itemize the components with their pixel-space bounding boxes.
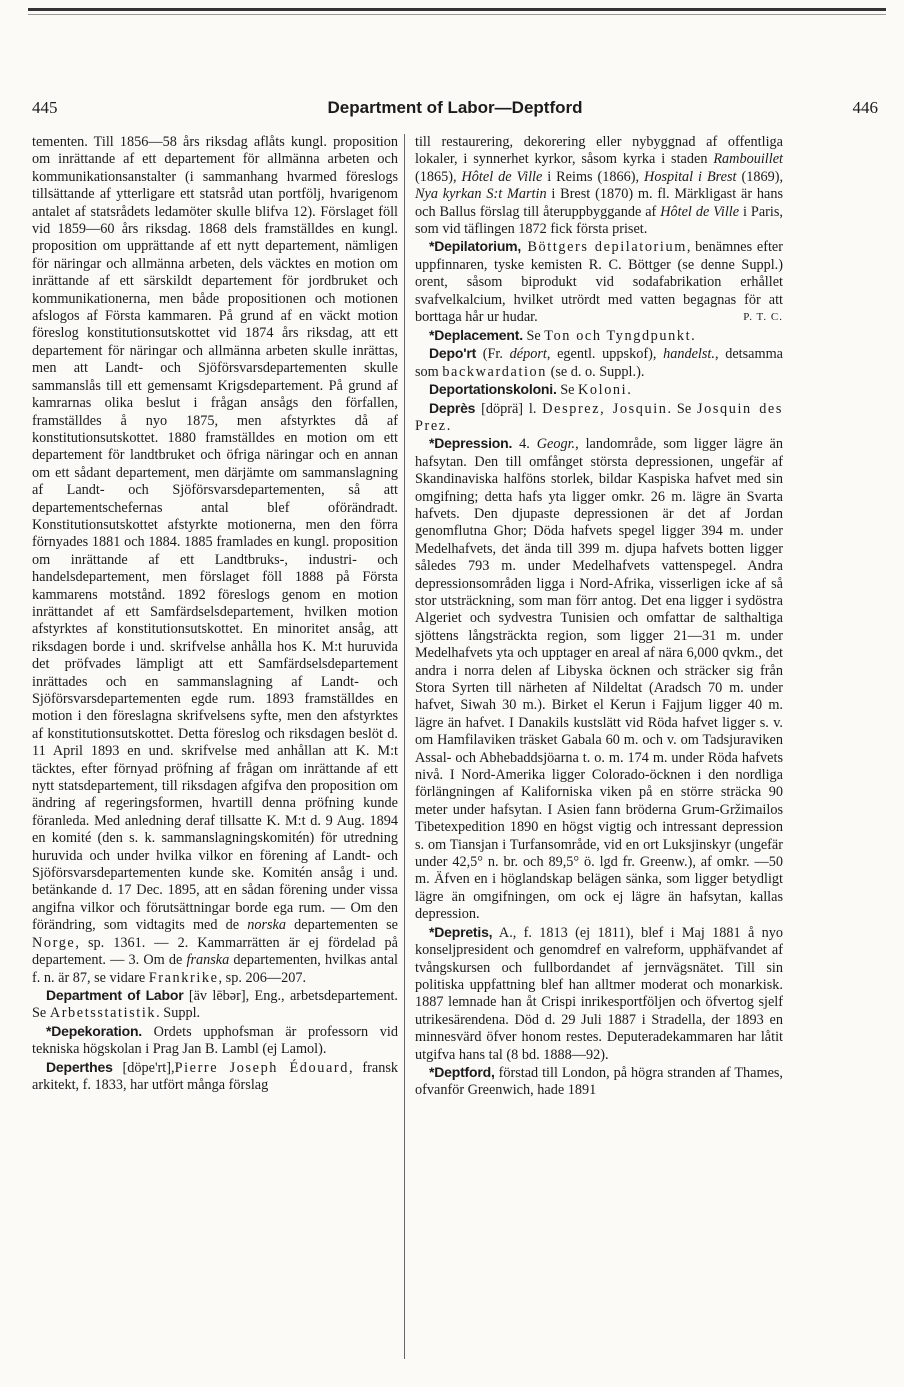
continued-paragraph: tementen. Till 1856—58 års riksdag aflåts kungl. proposition om inrättande af ett departement för allmänna arbeten och kommunikationsanstalter (i sammanhang hvarmed föreslogs tillsättande af ytterligare ett statsråd utan portfölj, hvarigenom antalet af statsrådets ledamöter skulle blifva 12). Förslaget föll vid 1859—60 års riksdag. 1868 dels framställdes en kungl. proposition om upprättande af ett nytt departement, nämligen för näringar och allmänna arbeten, dels väcktes en motion om inrättande af ett särskildt departement för jordbruket och kommunikationerna, men både propositionen och motionen afslogos af Första kammaren. På grund af en väckt motion föreslog konstitutionsutskottet vid 1874 års riksdag, att ett departement för näringar och allmänna arbeten skulle inrättas, men att Landt- och Sjöförsvarsdepartementen skulle sammanslås till ett gemensamt Krigsdepartement. På grund af kamrarnas olika beslut i frågan ansågs den förfallen, framställdes å nyo 1875, men afstyrktes då af konstitutionsutskottet. 1880 framställdes en motion om ett departement för landtbruket och öfriga näringar och en annan om ett sådant departement, men därjämte om sammanslagning af Landt- och Sjöförsvarsdepartementen, så att departementschefernas antal blef oförändradt. Konstitutionsutskottet afstyrkte motionerna, men den förra förnyades 1881 och 1884. 1885 framlades en kungl. proposition om inrättande af ett Landtbruks-, industri- och handelsdepartement, men förslaget föll 1888 på Första kammarens motstånd. 1892 föreslogs genom en motion inrättandet af ett Samfärdselsdepartement, hvilken motion afstyrktes af konstitutionsutskottet. En minoritet ansåg, att riksdagen borde i und. skrifvelse anhålla hos K. M:t huruvida det pröfvades lämpligt att ett Samfärdselsdepartement inrättades och en sammanslagning af Landt- och Sjöförsvarsdepartementen egde rum. 1893 framställdes en motion i den föreslagna skrifvelsens syfte, men den afstyrktes af konstitutionsutskottet. Detta föreslog och riksdagen beslöt d. 11 April 1893 en und. skrifvelse med anhållan att K. M:t täcktes, efter förnyad pröfning af frågan om inrättande af ett nytt statsdepartement, till riksdagen afgifva den proposition om ändring af regeringsformen, hvartill denna pröfning kunde föranleda. Med anledning deraf tillsatte K. M:t d. 9 Aug. 1894 en komité (den s. k. sammanslagningskomitén) för utredning huruvida och under hvilka vilkor en förening af Landt- och Sjöförsvarsdepartementen kunde ske. Komitén ansåg i und. betänkande d. 17 Dec. 1895, att en sådan förening under vissa angifna vilkor och förutsättningar borde ega rum. — Om den förändring, som vidtagits med de norska departementen se Norge, sp. 1361. — 2. Kammarrätten är ej fördelad på departement. — 3. Om de franska departementen, hvilkas antal f. n. är 87, se vidare Frankrike, sp. 206—207.: [32, 134, 398, 986]
headword: Deprès: [429, 399, 476, 416]
top-rule-thin: [28, 14, 886, 15]
headword: *Deptford,: [429, 1063, 495, 1080]
entry-deplacement: *Deplacement. Se Ton och Tyngdpunkt.: [429, 326, 695, 344]
entry-depression: *Depression. 4. Geogr., landområde, som ligger lägre än hafsytan. Den till omfånget största depressionen, ungefär af Skandinaviska halföns storlek, bildar Kaspiska hafvet med sin omgifning; detta hafs yta ligger omkr. 26 m. lägre än Svarta hafvets. Den djupaste depressionen är det af Jordan genomflutna Ghor; Döda hafvets spegel ligger 394 m. under Medelhafvets, det ända till 399 m. djupa hafvets botten ligger således 793 m. under Medelhafvets vattenspegel. Andra depressionsområden ligga i Nord-Afrika, visserligen icke af så stor utsträckning, som man förr antog. Det ena ligger i sydöstra Algeriet och sydvestra Tunisien och omfattar de salthaltiga sjöttens långsträckta region, som ligger 21—31 m. under Medelhafvets yta och upptager en areal af nära 6,000 qvkm., det andra i norra delen af Libyska öcknen och sträcker sig från Stora Syrten till närheten af Nildeltat (Aradsch 70 m. under hafvet, Siwah 30 m.). Birket el Kerun i Fajjum ligger 40 m. lägre än hafvet. I Danakils kustslätt vid Röda hafvet ligger s. v. om Hamfilaviken träsket Gabala 60 m. och v. om Tadsjuraviken Assal- och Abhebaddsjöarna t. o. m. 174 m. under Röda hafvets nivå. I Nord-Amerika ligger Colorado-öcknen i den nordliga förlängningen af Kaliforniska viken på en större sträcka 90 meter under hafsytan. I Asien fann bröderna Grum-Gržimailos Tibetexpedition 1890 en högst vigtig och intressant depression s. om Tiansjan i Turfansområde, vid en ort Luksjinskyr (ungefär under 42,5° n. br. och 89,5° ö. lgd fr. Greenw.), af omkr. —50 m. Äfven en i höglandskap belägen sänka, som ligger betydligt lägre än omgifningen, om ock ej lägre än hafsytan, kallas depression.: [415, 435, 784, 923]
headword: *Depretis,: [429, 923, 493, 940]
headword: Deportationskoloni.: [429, 381, 557, 398]
continued-paragraph: till restaurering, dekorering eller nybyggnad af offentliga lokaler, i synnerhet kyrkor, såsom kyrka i staden Rambouillet (1865), Hôtel de Ville i Reims (1866), Hospital i Brest (1869), Nya kyrkan S:t Martin i Brest (1870) m. fl. Märkligast är hans och Ballus förslag till återuppbyggande af Hôtel de Ville i Paris, som vid täflingen 1872 fick första priset.: [415, 134, 784, 238]
headword: Department of Labor: [46, 986, 184, 1003]
headword: Depo'rt: [429, 345, 477, 362]
entry-deperthes: Deperthes [döpe'rt],Pierre Joseph Édouard, fransk arkitekt, f. 1833, har utfört många förslag: [32, 1058, 398, 1093]
top-rule: [28, 8, 886, 11]
page-number-left: 445: [32, 98, 58, 117]
column-divider: [404, 134, 405, 1359]
left-column: [32, 134, 398, 1094]
page-number-right: 446: [852, 98, 878, 117]
entry-deport: Depo'rt (Fr. déport, egentl. uppskof), handelst., detsamma som backwardation (se d. o. Suppl.).: [415, 345, 783, 380]
entry-department-of-labor: Department of Labor [äv lēbər], Eng., arbetsdepartement. Se Arbetsstatistik. Suppl.: [32, 986, 398, 1022]
page-header: [32, 98, 878, 120]
entry-depilatorium: *Depilatorium, Böttgers depilatorium, benämnes efter uppfinnaren, tyske kemisten R. C. Böttger (se denne Suppl.) orent, såsom biprodukt vid sodafabrikation erhållet svafvelkalcium, hvilket utrördt med vatten begagnas för att borttaga hår ur hudar.: [415, 238, 783, 326]
entry-deportationskoloni: Deportationskoloni. Se Koloni.: [429, 381, 631, 399]
entry-depekoration: *Depekoration. Ordets upphofsman är professorn vid tekniska högskolan i Prag Jan B. Lambl (ej Lamol).: [32, 1022, 398, 1058]
author-signature: P. T. C.: [743, 311, 783, 324]
headword: *Depekoration.: [46, 1022, 142, 1039]
headword: *Depression.: [429, 435, 513, 452]
entry-depres: Deprès [döprä] l. Desprez, Josquin. Se Josquin des Prez.: [415, 399, 783, 434]
right-column: [415, 134, 783, 1100]
running-head: Department of Labor—Deptford: [327, 98, 583, 117]
entry-depretis: *Depretis, A., f. 1813 (ej 1811), blef i Maj 1881 å nyo konseljpresident och genomdref en valreform, upphäfvandet af tvångskursen och fullbordandet af jernvägsnätet. Till sin politiska uppfattning blef han alltmer moderat och monarkisk. 1887 lemnade han åt Crispi inrikesportföljen och öfvertog sjelf utrikesärendena. Död d. 29 Juli 1887 i Stradella, der 1893 en minnesvärd öfver honom restes. Deputeradekammaren har låtit utgifva hans tal (8 bd. 1888—92).: [415, 923, 783, 1063]
headword: *Depilatorium,: [429, 238, 522, 255]
headword: Deperthes: [46, 1058, 113, 1075]
headword: *Deplacement.: [429, 326, 523, 343]
entry-deptford: *Deptford, förstad till London, på högra stranden af Thames, ofvanför Greenwich, hade 1891: [415, 1063, 783, 1099]
